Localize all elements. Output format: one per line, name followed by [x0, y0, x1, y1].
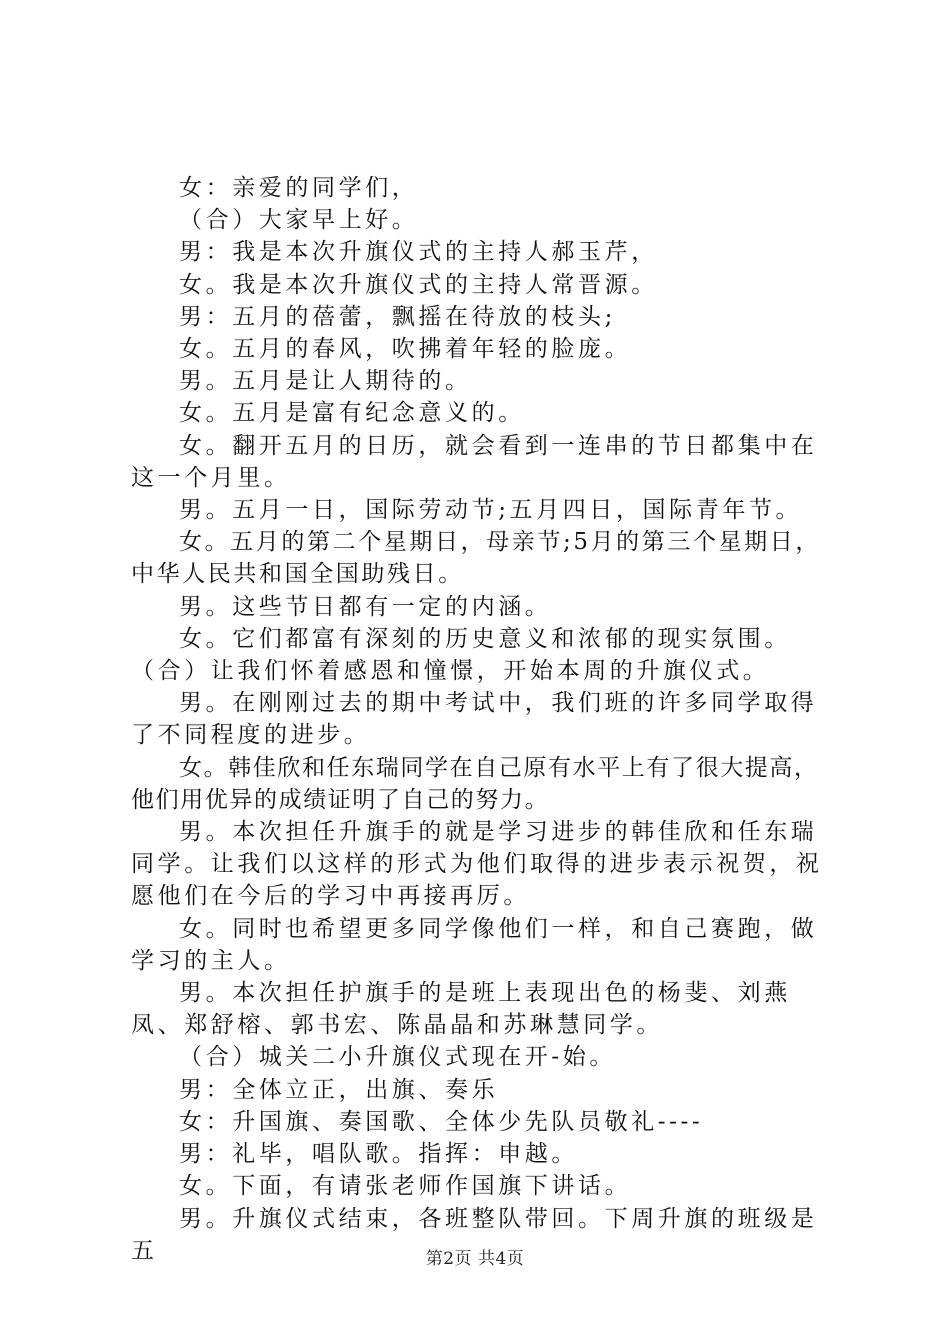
paragraph-23: 女。下面，有请张老师作国旗下讲话。: [179, 1173, 632, 1200]
paragraph-8: 女。五月是富有纪念意义的。: [179, 400, 525, 427]
paragraph-10: 男。五月一日，国际劳动节;五月四日，国际青年节。: [179, 497, 803, 524]
paragraph-5: 男：五月的蓓蕾，飘摇在待放的枝头;: [179, 303, 616, 330]
page-number-footer: 第2页 共4页: [425, 1249, 525, 1269]
paragraph-3: 男：我是本次升旗仪式的主持人郝玉芹，: [179, 239, 658, 266]
document-body: [131, 172, 831, 1267]
paragraph-4: 女。我是本次升旗仪式的主持人常晋源。: [179, 271, 658, 298]
paragraph-14: 男。在刚刚过去的期中考试中，我们班的许多同学取得了不同程度的进步。: [131, 690, 818, 749]
paragraph-21: 女：升国旗、奏国歌、全体少先队员敬礼----: [179, 1108, 704, 1135]
paragraph-19: （合）城关二小升旗仪式现在开-始。: [179, 1044, 616, 1071]
paragraph-17: 女。同时也希望更多同学像他们一样，和自己赛跑，做学习的主人。: [131, 915, 818, 974]
paragraph-7: 男。五月是让人期待的。: [179, 368, 472, 395]
paragraph-16: 男。本次担任升旗手的就是学习进步的韩佳欣和任东瑞同学。让我们以这样的形式为他们取得的进步表示祝贺，祝愿他们在今后的学习中再接再厉。: [131, 819, 823, 910]
paragraph-22: 男：礼毕，唱队歌。指挥：申越。: [179, 1141, 578, 1168]
paragraph-11: 女。五月的第二个星期日，母亲节;5月的第三个星期日，中华人民共和国全国助残日。: [131, 529, 821, 588]
paragraph-20: 男：全体立正，出旗、奏乐: [179, 1076, 499, 1103]
paragraph-2: （合）大家早上好。: [179, 207, 419, 234]
paragraph-9: 女。翻开五月的日历，就会看到一连串的节日都集中在这一个月里。: [131, 432, 818, 491]
paragraph-13: 女。它们都富有深刻的历史意义和浓郁的现实氛围。（合）让我们怀着感恩和憧憬，开始本周的升旗仪式。: [131, 625, 791, 685]
paragraph-1: 女：亲爱的同学们，: [179, 175, 419, 201]
paragraph-24: 男。升旗仪式结束，各班整队带回。下周升旗的班级是五: [131, 1205, 818, 1264]
paragraph-15: 女。韩佳欣和任东瑞同学在自己原有水平上有了很大提高，他们用优异的成绩证明了自己的努力。: [131, 754, 819, 813]
paragraph-6: 女。五月的春风，吹拂着年轻的脸庞。: [179, 336, 632, 363]
paragraph-18: 男。本次担任护旗手的是班上表现出色的杨斐、刘燕凤、郑舒榕、郭书宏、陈晶晶和苏琳慧同学。: [131, 980, 791, 1039]
paragraph-12: 男。这些节日都有一定的内涵。: [179, 593, 552, 620]
